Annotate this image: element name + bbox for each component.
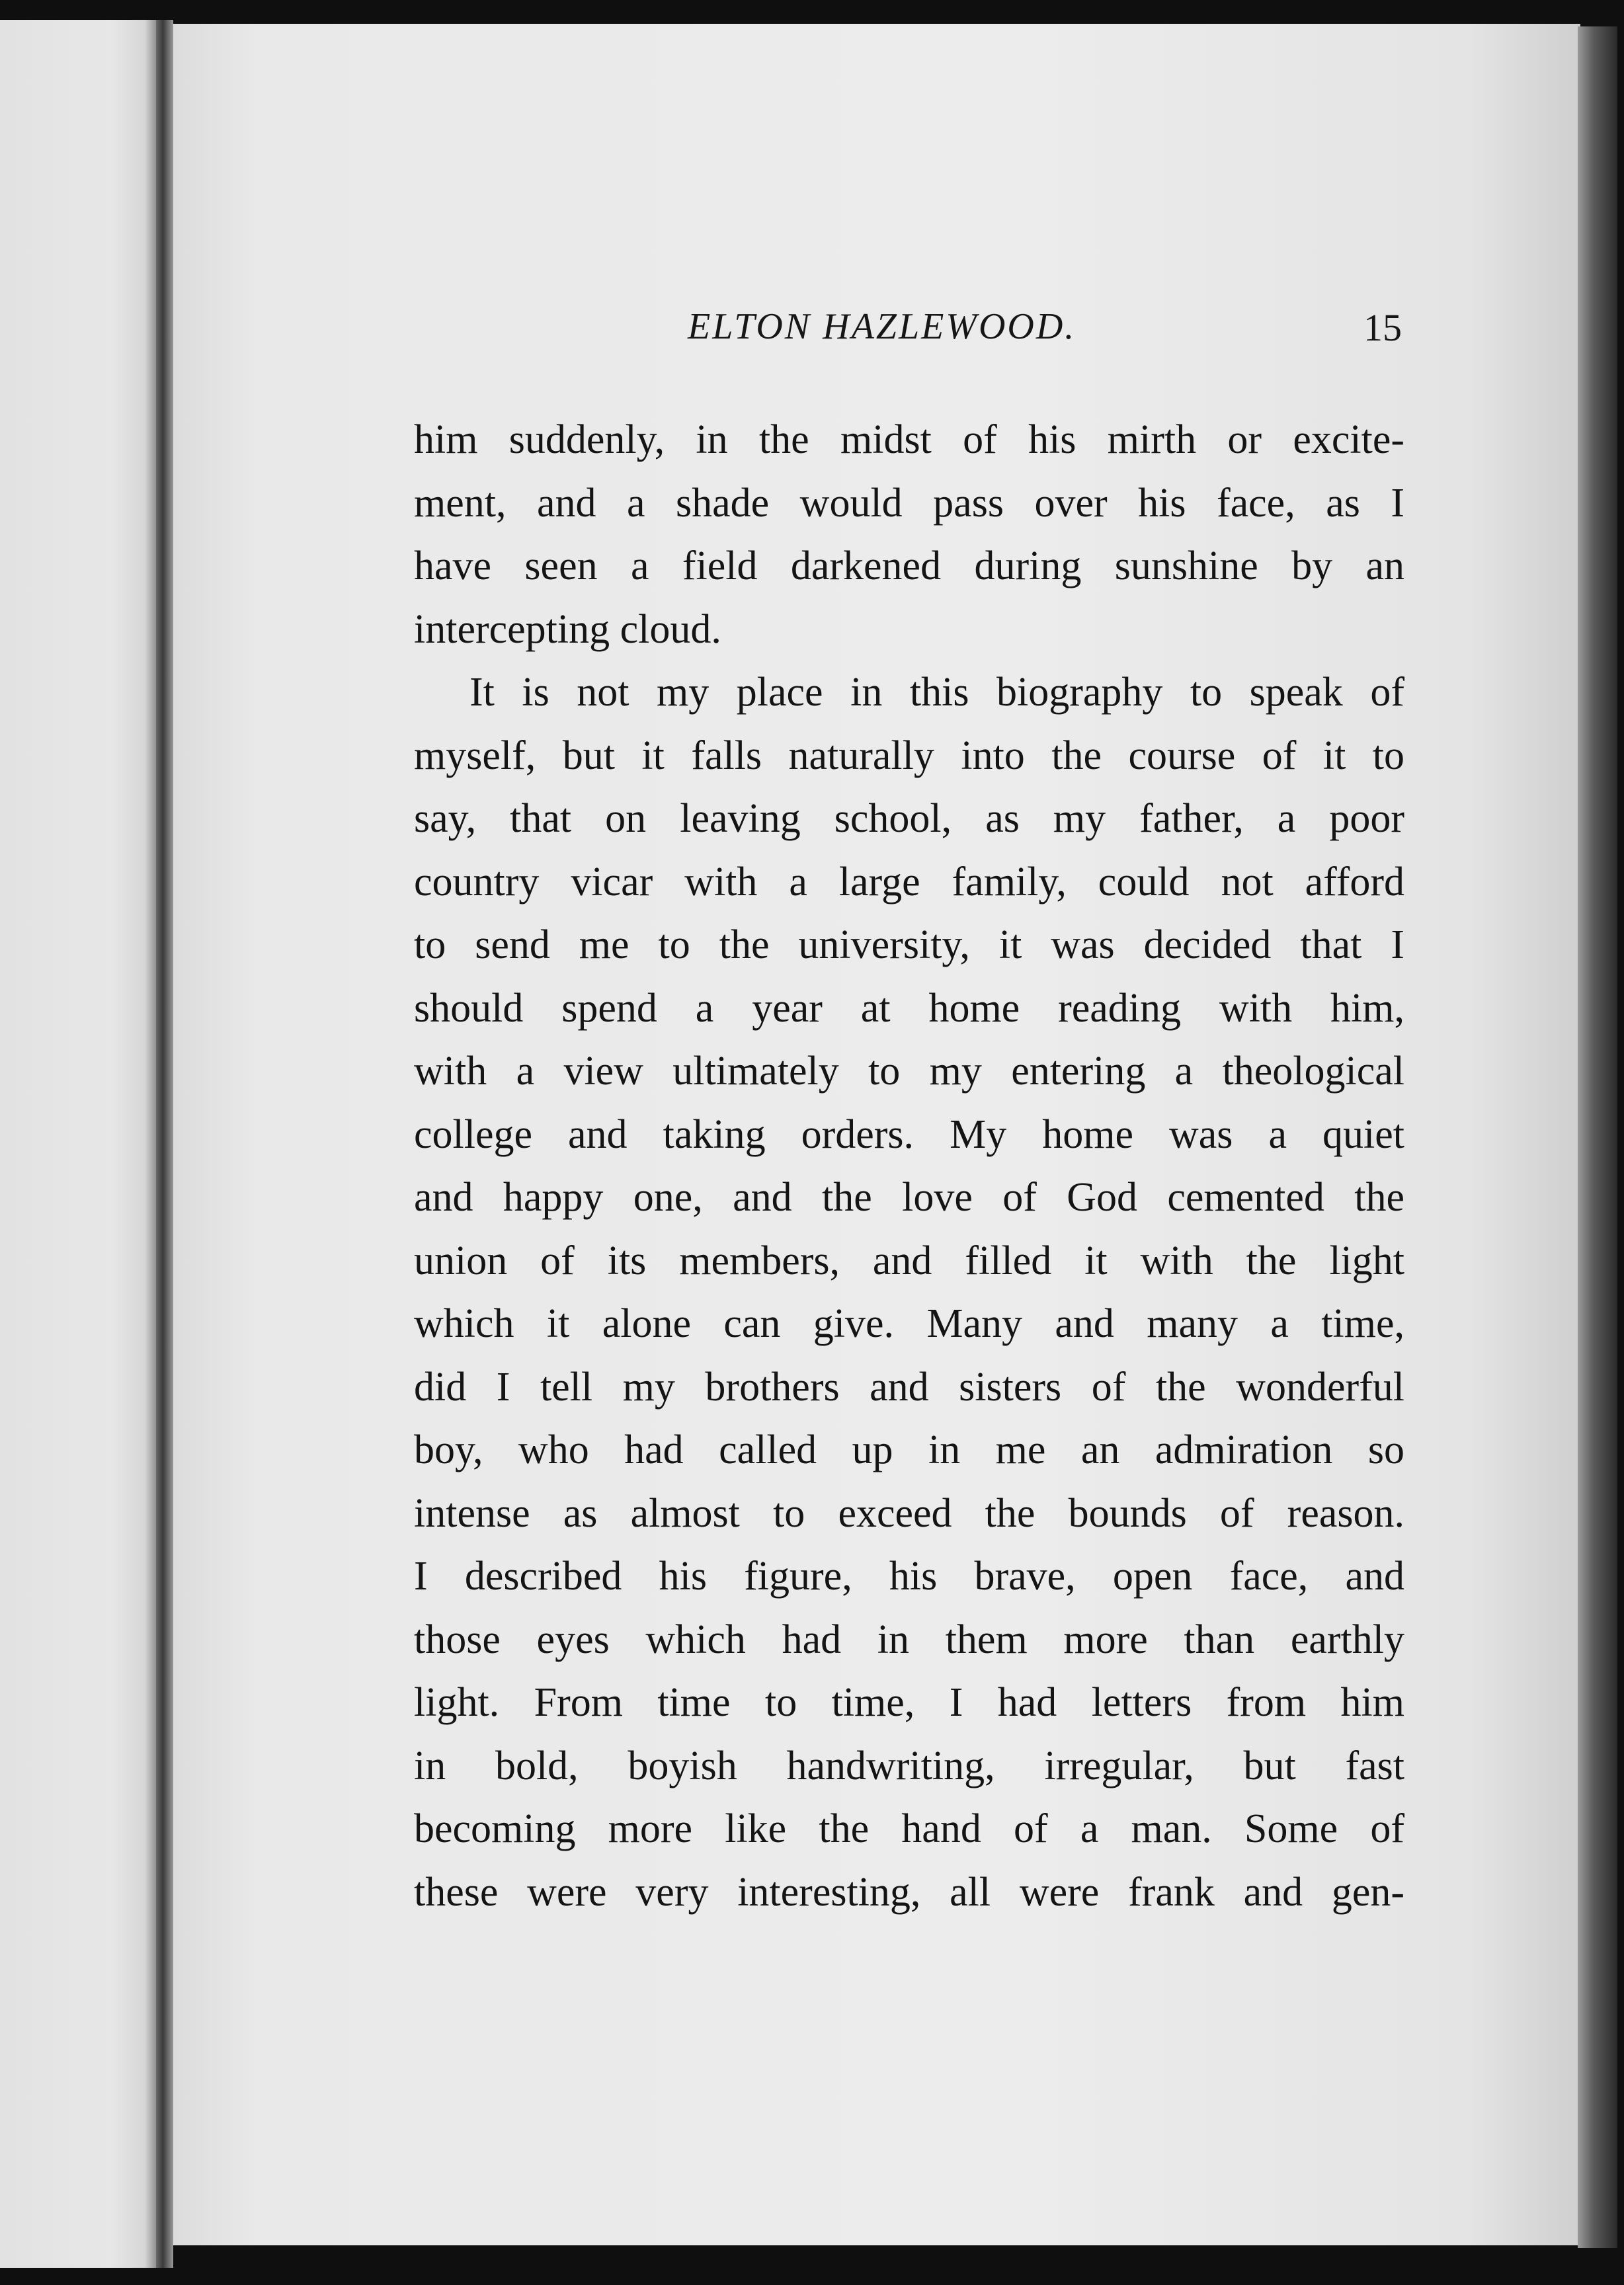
text-line: myself, but it falls naturally into the course of it to	[414, 733, 1404, 778]
text-line: country vicar with a large family, could not afford	[414, 859, 1404, 904]
page-stack-edge	[1578, 26, 1617, 2248]
page-number: 15	[1363, 306, 1402, 349]
text-line: say, that on leaving school, as my father, a poor	[414, 796, 1404, 841]
facing-page-edge	[0, 20, 157, 2268]
text-line: with a view ultimately to my entering a theological	[414, 1049, 1404, 1094]
text-line: have seen a field darkened during sunshine by an	[414, 543, 1404, 588]
text-line: him suddenly, in the midst of his mirth or excite-	[414, 417, 1404, 462]
text-line: light. From time to time, I had letters from him	[414, 1680, 1404, 1725]
text-line: and happy one, and the love of God cemented the	[414, 1175, 1404, 1220]
text-line: those eyes which had in them more than earthly	[414, 1617, 1404, 1662]
text-line: I described his figure, his brave, open face, and	[414, 1554, 1404, 1599]
text-line: union of its members, and filled it with the light	[414, 1238, 1404, 1283]
text-line: which it alone can give. Many and many a time,	[414, 1301, 1404, 1346]
book-gutter	[156, 20, 173, 2268]
text-line: to send me to the university, it was decided that I	[414, 922, 1404, 967]
running-title: ELTON HAZLEWOOD.	[688, 306, 1076, 347]
text-line: intercepting cloud.	[414, 606, 721, 652]
text-line: It is not my place in this biography to speak of	[469, 670, 1404, 715]
text-line: boy, who had called up in me an admiration so	[414, 1427, 1404, 1472]
running-head	[688, 305, 1415, 358]
text-line: becoming more like the hand of a man. Some of	[414, 1806, 1404, 1851]
text-line: in bold, boyish handwriting, irregular, but fast	[414, 1743, 1404, 1788]
text-line: intense as almost to exceed the bounds of reason.	[414, 1490, 1404, 1536]
text-line: did I tell my brothers and sisters of the wonderful	[414, 1364, 1404, 1410]
text-line: should spend a year at home reading with him,	[414, 985, 1404, 1031]
text-line: these were very interesting, all were frank and gen-	[414, 1869, 1404, 1915]
body-text	[414, 409, 1404, 1924]
text-line: ment, and a shade would pass over his face, as I	[414, 480, 1404, 526]
text-line: college and taking orders. My home was a quiet	[414, 1111, 1404, 1157]
